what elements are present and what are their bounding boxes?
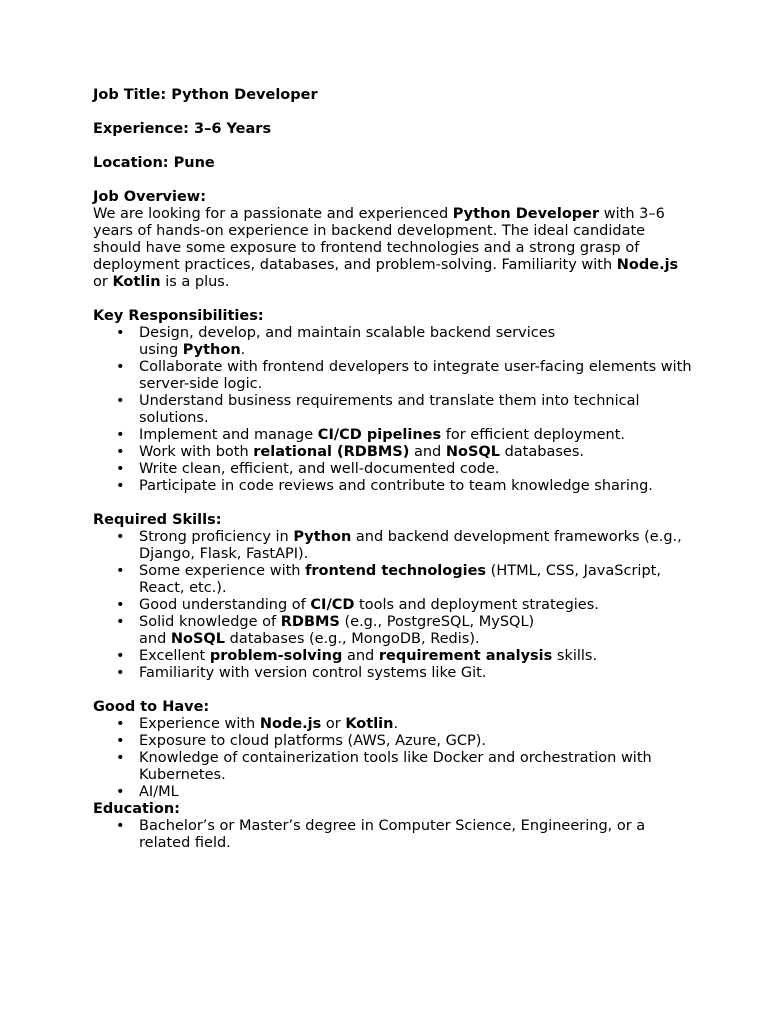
text-run: . bbox=[240, 342, 246, 358]
bullet-icon: • bbox=[116, 665, 125, 681]
responsibilities-list bbox=[93, 325, 693, 495]
bullet-icon: • bbox=[116, 716, 125, 732]
overview-paragraph bbox=[93, 206, 693, 291]
text-run: Understand business requirements and translate them into technical solutions. bbox=[139, 393, 640, 426]
text-run: Participate in code reviews and contribute to team knowledge sharing. bbox=[139, 478, 653, 494]
text-run: tools and deployment strategies. bbox=[354, 597, 599, 613]
bold-text: Kotlin bbox=[112, 274, 161, 290]
bold-text: Node.js bbox=[616, 257, 679, 273]
text-run: Implement and manage bbox=[139, 427, 318, 443]
bullet-icon: • bbox=[116, 648, 125, 664]
bold-text: Python bbox=[293, 529, 352, 545]
bullet-icon: • bbox=[116, 818, 125, 834]
bullet-icon: • bbox=[116, 750, 125, 766]
education-list bbox=[93, 818, 693, 852]
bullet-icon: • bbox=[116, 529, 125, 545]
bullet-icon: • bbox=[116, 733, 125, 749]
bullet-icon: • bbox=[116, 784, 125, 800]
spacer bbox=[93, 682, 693, 699]
text-run: or bbox=[93, 274, 113, 290]
spacer bbox=[93, 291, 693, 308]
text-run: Bachelor’s or Master’s degree in Computer Science, Engineering, or a related field. bbox=[139, 818, 646, 851]
bullet-icon: • bbox=[116, 393, 125, 409]
bullet-icon: • bbox=[116, 444, 125, 460]
text-run: with 3–6 years of hands-on experience in backend development. The ideal candidate should have some exposure to frontend technologies and a strong grasp of deployment practices, databases, and problem-solving. Familiarity with bbox=[93, 206, 665, 273]
text-run: AI/ML bbox=[139, 784, 179, 800]
list-item bbox=[93, 393, 693, 427]
required-skills-heading: Required Skills: bbox=[93, 512, 222, 528]
text-run: We are looking for a passionate and experienced bbox=[93, 206, 453, 222]
text-run: Excellent bbox=[139, 648, 210, 664]
bold-text: relational (RDBMS) bbox=[253, 444, 410, 460]
text-run: Good understanding of bbox=[139, 597, 311, 613]
good-to-have-list bbox=[93, 716, 693, 801]
bold-text: RDBMS bbox=[280, 614, 340, 630]
spacer bbox=[93, 172, 693, 189]
education-heading: Education: bbox=[93, 801, 180, 817]
spacer bbox=[93, 138, 693, 155]
text-run: and bbox=[342, 648, 379, 664]
job-title: Job Title: Python Developer bbox=[93, 87, 318, 103]
list-item bbox=[93, 427, 693, 444]
text-run: Design, develop, and maintain scalable backend services bbox=[139, 325, 556, 341]
list-item bbox=[93, 325, 693, 359]
bullet-icon: • bbox=[116, 597, 125, 613]
text-run: (e.g., PostgreSQL, MySQL) bbox=[339, 614, 535, 630]
experience-line: Experience: 3–6 Years bbox=[93, 121, 272, 137]
text-run: databases (e.g., MongoDB, Redis). bbox=[225, 631, 480, 647]
required-skills-list bbox=[93, 529, 693, 682]
bold-text: NoSQL bbox=[445, 444, 500, 460]
list-item bbox=[93, 784, 693, 801]
bullet-icon: • bbox=[116, 563, 125, 579]
bold-text: Python bbox=[182, 342, 241, 358]
text-run: and bbox=[139, 631, 171, 647]
text-run: Exposure to cloud platforms (AWS, Azure, GCP). bbox=[139, 733, 486, 749]
list-item bbox=[93, 444, 693, 461]
list-item bbox=[93, 750, 693, 784]
list-item bbox=[93, 461, 693, 478]
text-run: or bbox=[321, 716, 346, 732]
bold-text: CI/CD pipelines bbox=[317, 427, 442, 443]
list-item bbox=[93, 733, 693, 750]
text-run: Collaborate with frontend developers to integrate user-facing elements with server-side logic. bbox=[139, 359, 692, 392]
bold-text: CI/CD bbox=[310, 597, 355, 613]
text-run: Experience with bbox=[139, 716, 260, 732]
text-run: Some experience with bbox=[139, 563, 306, 579]
text-run: Familiarity with version control systems like Git. bbox=[139, 665, 487, 681]
text-run: Work with both bbox=[139, 444, 254, 460]
bullet-icon: • bbox=[116, 427, 125, 443]
spacer bbox=[93, 104, 693, 121]
text-run: databases. bbox=[499, 444, 584, 460]
bullet-icon: • bbox=[116, 478, 125, 494]
list-item bbox=[93, 563, 693, 597]
list-item bbox=[93, 597, 693, 614]
bullet-icon: • bbox=[116, 614, 125, 630]
bullet-icon: • bbox=[116, 325, 125, 341]
bold-text: Node.js bbox=[259, 716, 322, 732]
list-item bbox=[93, 614, 693, 648]
bold-text: problem-solving bbox=[209, 648, 343, 664]
list-item bbox=[93, 648, 693, 665]
list-item bbox=[93, 665, 693, 682]
bold-text: requirement analysis bbox=[378, 648, 553, 664]
bullet-icon: • bbox=[116, 461, 125, 477]
bold-text: Kotlin bbox=[345, 716, 394, 732]
bold-text: NoSQL bbox=[170, 631, 225, 647]
text-run: Write clean, efficient, and well-documented code. bbox=[139, 461, 500, 477]
job-description bbox=[93, 87, 693, 852]
bullet-icon: • bbox=[116, 359, 125, 375]
text-run: skills. bbox=[552, 648, 598, 664]
spacer bbox=[93, 495, 693, 512]
responsibilities-heading: Key Responsibilities: bbox=[93, 308, 264, 324]
list-item bbox=[93, 818, 693, 852]
list-item bbox=[93, 716, 693, 733]
text-run: for efficient deployment. bbox=[441, 427, 625, 443]
text-run: Knowledge of containerization tools like Docker and orchestration with Kubernetes. bbox=[139, 750, 652, 783]
overview-heading: Job Overview: bbox=[93, 189, 206, 205]
list-item bbox=[93, 529, 693, 563]
bold-text: Python Developer bbox=[452, 206, 600, 222]
list-item bbox=[93, 359, 693, 393]
location-line: Location: Pune bbox=[93, 155, 215, 171]
text-run: and bbox=[409, 444, 446, 460]
text-run: Strong proficiency in bbox=[139, 529, 294, 545]
list-item bbox=[93, 478, 693, 495]
text-run: Solid knowledge of bbox=[139, 614, 281, 630]
text-run: (HTML, CSS, JavaScript, React, etc.). bbox=[139, 563, 661, 596]
good-to-have-heading: Good to Have: bbox=[93, 699, 210, 715]
text-run: is a plus. bbox=[160, 274, 230, 290]
bold-text: frontend technologies bbox=[305, 563, 487, 579]
text-run: . bbox=[393, 716, 399, 732]
text-run: using bbox=[139, 342, 183, 358]
text-run: and backend development frameworks (e.g., Django, Flask, FastAPI). bbox=[139, 529, 682, 562]
